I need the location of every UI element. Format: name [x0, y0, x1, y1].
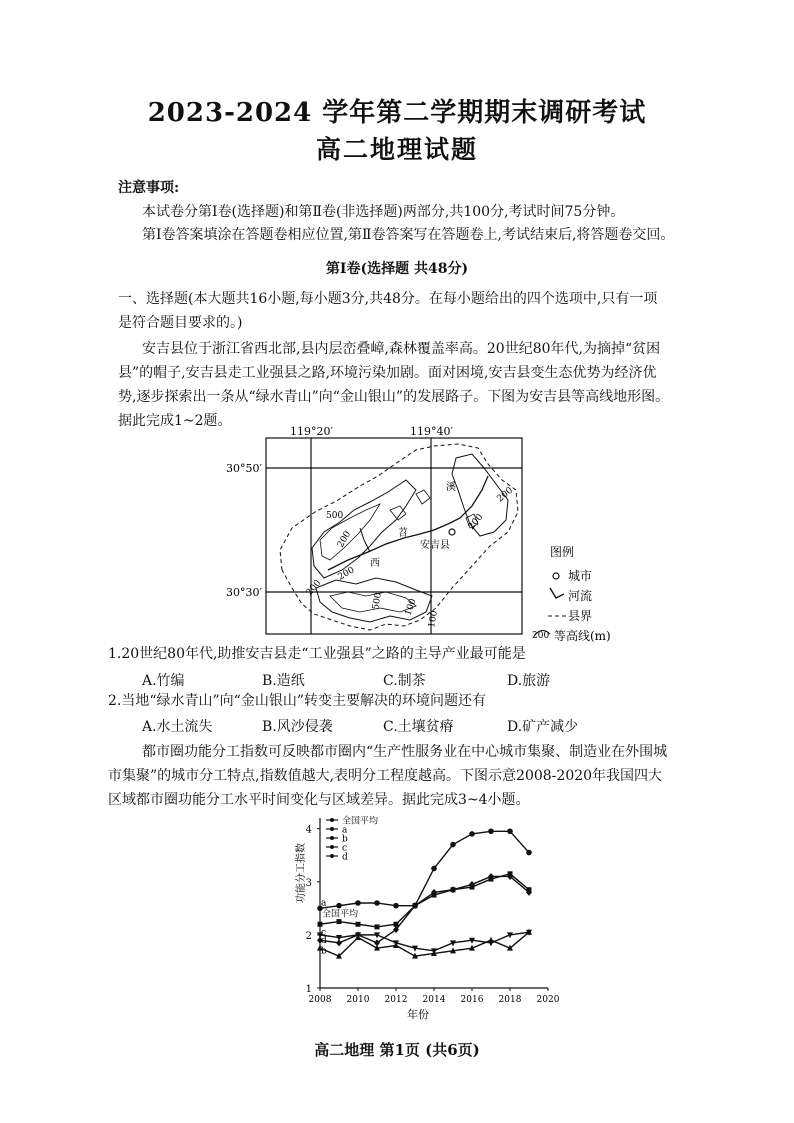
river-branch — [360, 528, 370, 552]
legend-contour: 等高线(m) — [554, 629, 611, 643]
lat-label-1: 30°50′ — [226, 462, 262, 475]
point-1-6 — [431, 866, 437, 872]
notice-line-1: 本试卷分第Ⅰ卷(选择题)和第Ⅱ卷(非选择题)两部分,共100分,考试时间75分钟。 — [142, 204, 625, 220]
contour-label-200e: 200 — [304, 578, 324, 598]
river-label-east: 溪 — [446, 482, 456, 493]
legend-city: 城市 — [568, 569, 593, 583]
point-0-2 — [356, 922, 361, 927]
x-tick-label-4: 2016 — [460, 995, 484, 1005]
y-axis-label: 功能分工指数 — [296, 843, 307, 903]
legend-marker-3 — [330, 845, 334, 849]
y-tick-label-3: 4 — [305, 824, 312, 836]
exam-subtitle: 高二地理试题 — [315, 135, 478, 164]
passage1-line-4: 据此完成1~2题。 — [118, 413, 232, 429]
river-xitiao — [328, 476, 488, 570]
contour-label-100a: 100 — [403, 597, 419, 618]
page-footer: 高二地理 第1页 (共6页) — [314, 1041, 480, 1059]
y-tick-label-1: 2 — [305, 930, 312, 942]
q1-option-d: D.旅游 — [507, 673, 551, 689]
x-tick-label-2: 2012 — [384, 995, 408, 1005]
legend-label-2: b — [342, 834, 348, 845]
legend-title: 图例 — [550, 545, 575, 559]
series-line-1 — [320, 831, 529, 908]
contour-label-200c: 200 — [466, 512, 486, 532]
city-marker — [449, 529, 455, 535]
q1-option-a: A.竹编 — [142, 673, 185, 689]
lat-label-2: 30°30′ — [226, 586, 262, 599]
passage2-line-2: 市集聚”的城市分工特点,指数值越大,表明分工程度越高。下图示意2008-2020年我国四大 — [108, 768, 663, 784]
section-intro-1: 一、选择题(本大题共16小题,每小题3分,共48分。在每小题给出的四个选项中,只有一项 — [118, 291, 658, 307]
point-1-8 — [469, 831, 475, 837]
x-tick-label-3: 2014 — [422, 995, 446, 1005]
q2-option-b: B.风沙侵袭 — [262, 719, 333, 735]
division-index-chart — [290, 806, 570, 1028]
contour-label-200d: 200 — [336, 565, 357, 583]
legend-label-0: 全国平均 — [342, 816, 379, 827]
x-tick-label-6: 2020 — [536, 995, 560, 1005]
q1-option-c: C.制茶 — [383, 673, 426, 689]
point-0-1 — [337, 919, 342, 924]
y-tick-label-0: 1 — [305, 984, 312, 995]
q2-option-a: A.水土流失 — [142, 719, 213, 735]
inline-label-3: d — [321, 935, 327, 946]
passage2-line-3: 区域都市圈功能分工水平时间变化与区域差异。据此完成3~4小题。 — [108, 792, 530, 808]
point-1-3 — [374, 900, 380, 906]
contour-label-500a: 500 — [326, 511, 344, 521]
city-label: 安吉县 — [420, 540, 450, 551]
point-1-10 — [507, 828, 513, 834]
inline-label-1: 全国平均 — [322, 909, 359, 920]
legend-label-3: c — [342, 843, 348, 854]
contour-label-200a: 200 — [335, 529, 354, 550]
q2-option-d: D.矿产减少 — [507, 719, 579, 735]
series-line-3 — [320, 932, 529, 951]
passage1-line-1: 安吉县位于浙江省西北部,县内层峦叠嶂,森林覆盖率高。20世纪80年代,为摘掉“贫困 — [142, 341, 661, 357]
x-tick-label-0: 2008 — [308, 995, 332, 1005]
point-0-4 — [394, 922, 399, 927]
legend-river: 河流 — [568, 589, 593, 603]
point-1-2 — [355, 900, 361, 906]
river-label-west: 西 — [370, 558, 380, 569]
legend-marker-0 — [330, 818, 334, 822]
point-1-11 — [526, 850, 532, 856]
passage2-line-1: 都市圈功能分工指数可反映都市圈内“生产性服务业在中心城市集聚、制造业在外围城 — [142, 744, 668, 760]
legend-marker-2 — [330, 836, 334, 840]
point-1-4 — [393, 903, 399, 909]
point-1-1 — [336, 903, 342, 909]
river-label-mid: 苕 — [398, 528, 408, 539]
inline-label-0: a — [321, 898, 327, 909]
point-3-9 — [488, 940, 494, 946]
x-tick-label-5: 2018 — [498, 995, 522, 1005]
legend-label-4: d — [342, 852, 348, 863]
q2-stem: 2.当地“绿水青山”向“金山银山”转变主要解决的环境问题还有 — [108, 693, 486, 709]
lon-label-1: 119°20′ — [290, 425, 333, 438]
legend-marker-1 — [330, 827, 334, 831]
inline-label-4: b — [321, 946, 327, 957]
legend-city-icon — [553, 573, 559, 579]
notice-line-2: 第Ⅰ卷答案填涂在答题卷相应位置,第Ⅱ卷答案写在答题卷上,考试结束后,将答题卷交回。 — [142, 227, 675, 243]
point-0-0 — [318, 922, 323, 927]
y-tick-label-2: 3 — [305, 877, 312, 889]
x-tick-label-1: 2010 — [346, 995, 370, 1005]
contour-label-100b: 100 — [427, 609, 440, 629]
legend-river-icon — [550, 588, 564, 598]
point-0-3 — [375, 924, 380, 929]
point-1-7 — [450, 842, 456, 848]
point-4-1 — [336, 939, 342, 946]
section-title: 第Ⅰ卷(选择题 共48分) — [325, 261, 469, 277]
q2-option-c: C.土壤贫瘠 — [383, 719, 454, 735]
legend-boundary: 县界 — [568, 609, 593, 623]
legend-marker-4 — [330, 854, 334, 858]
contour-line-small-2 — [416, 490, 430, 504]
notice-heading: 注意事项: — [118, 180, 180, 196]
lon-label-2: 119°40′ — [410, 425, 453, 438]
legend-contour-value: 200 — [532, 631, 550, 641]
anji-contour-map — [220, 420, 660, 645]
contour-label-500b: 500 — [371, 591, 384, 611]
x-axis-label: 年份 — [407, 1008, 429, 1021]
passage1-line-2: 县”的帽子,安吉县走工业强县之路,环境污染加剧。面对困境,安吉县变生态优势为经济优 — [118, 365, 657, 381]
exam-title: 2023-2024 学年第二学期期末调研考试 — [147, 98, 647, 128]
contour-label-200b: 200 — [495, 485, 516, 505]
point-4-3 — [374, 939, 380, 946]
passage1-line-3: 势,逐步探索出一条从“绿水青山”向“金山银山”的发展路子。下图为安吉县等高线地形图。 — [118, 389, 670, 405]
q1-option-b: B.造纸 — [262, 673, 305, 689]
q1-stem: 1.20世纪80年代,助推安吉县走“工业强县”之路的主导产业最可能是 — [108, 646, 526, 662]
section-intro-2: 是符合题目要求的。) — [118, 315, 243, 331]
point-1-9 — [488, 828, 494, 834]
inline-label-2: c — [321, 927, 327, 938]
legend-label-1: a — [342, 825, 348, 836]
